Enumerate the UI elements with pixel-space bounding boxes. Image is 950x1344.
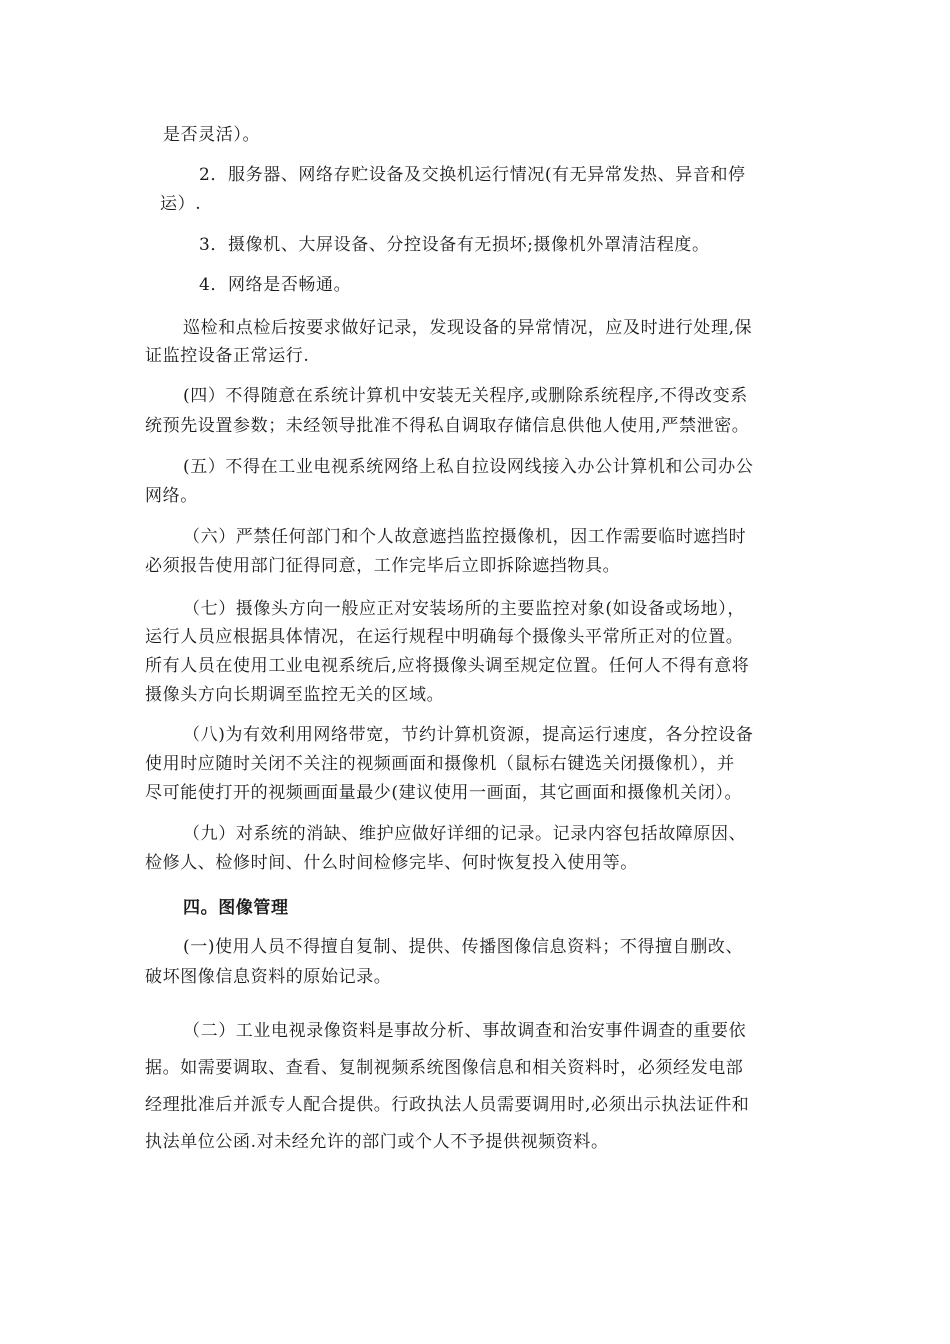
text-line: 摄像头方向长期调至监控无关的区域。: [145, 685, 445, 705]
text-line: 网络。: [145, 486, 198, 506]
text-line: 据。如需要调取、查看、复制视频系统图像信息和相关资料时，必须经发电部: [145, 1058, 744, 1078]
text-line: （七）摄像头方向一般应正对安装场所的主要监控对象(如设备或场地），: [183, 599, 745, 619]
text-line: 运行人员应根据具体情况，在运行规程中明确每个摄像头平常所正对的位置。: [145, 627, 744, 647]
text-line: 执法单位公函.对未经允许的部门或个人不予提供视频资料。: [145, 1132, 609, 1152]
text-line: 尽可能使打开的视频画面量最少(建议使用一画面，其它画面和摄像机关闭）。: [145, 783, 743, 803]
text-line: 检修人、检修时间、什么时间检修完毕、何时恢复投入使用等。: [145, 853, 638, 873]
text-line: (一)使用人员不得擅自复制、提供、传播图像信息资料；不得擅自删改、: [183, 937, 744, 957]
text-line: 破坏图像信息资料的原始记录。: [145, 967, 392, 987]
text-line: 证监控设备正常运行.: [145, 346, 310, 366]
text-line: 经理批准后并派专人配合提供。行政执法人员需要调用时,必须出示执法证件和: [145, 1095, 750, 1115]
text-line: 运）.: [160, 194, 202, 214]
text-line: (五）不得在工业电视系统网络上私自拉设网线接入办公计算机和公司办公: [183, 457, 754, 477]
text-line: 巡检和点检后按要求做好记录，发现设备的异常情况，应及时进行处理,保: [183, 318, 753, 338]
text-line: （六）严禁任何部门和个人故意遮挡监控摄像机，因工作需要临时遮挡时: [183, 527, 747, 547]
section-heading: 四。图像管理: [183, 898, 289, 918]
text-line: 是否灵活）。: [163, 125, 261, 145]
text-line: (四）不得随意在系统计算机中安装无关程序,或删除系统程序,不得改变系: [183, 386, 748, 406]
text-line: 3．摄像机、大屏设备、分控设备有无损坏;摄像机外罩清洁程度。: [199, 235, 710, 255]
text-line: 必须报告使用部门征得同意，工作完毕后立即拆除遮挡物具。: [145, 556, 621, 576]
text-line: 所有人员在使用工业电视系统后,应将摄像头调至规定位置。任何人不得有意将: [145, 656, 750, 676]
text-line: 使用时应随时关闭不关注的视频画面和摄像机（鼠标右键选关闭摄像机），并: [145, 754, 735, 774]
text-line: 4．网络是否畅通。: [199, 275, 352, 295]
text-line: （八)为有效利用网络带宽，节约计算机资源，提高运行速度，各分控设备: [183, 725, 754, 745]
text-line: 统预先设置参数；未经领导批准不得私自调取存储信息供他人使用,严禁泄密。: [145, 416, 750, 436]
text-line: （九）对系统的消缺、维护应做好详细的记录。记录内容包括故障原因、: [183, 824, 747, 844]
text-line: 2．服务器、网络存贮设备及交换机运行情况(有无异常发热、异音和停: [199, 165, 746, 185]
text-line: （二）工业电视录像资料是事故分析、事故调查和治安事件调查的重要依: [183, 1021, 747, 1041]
